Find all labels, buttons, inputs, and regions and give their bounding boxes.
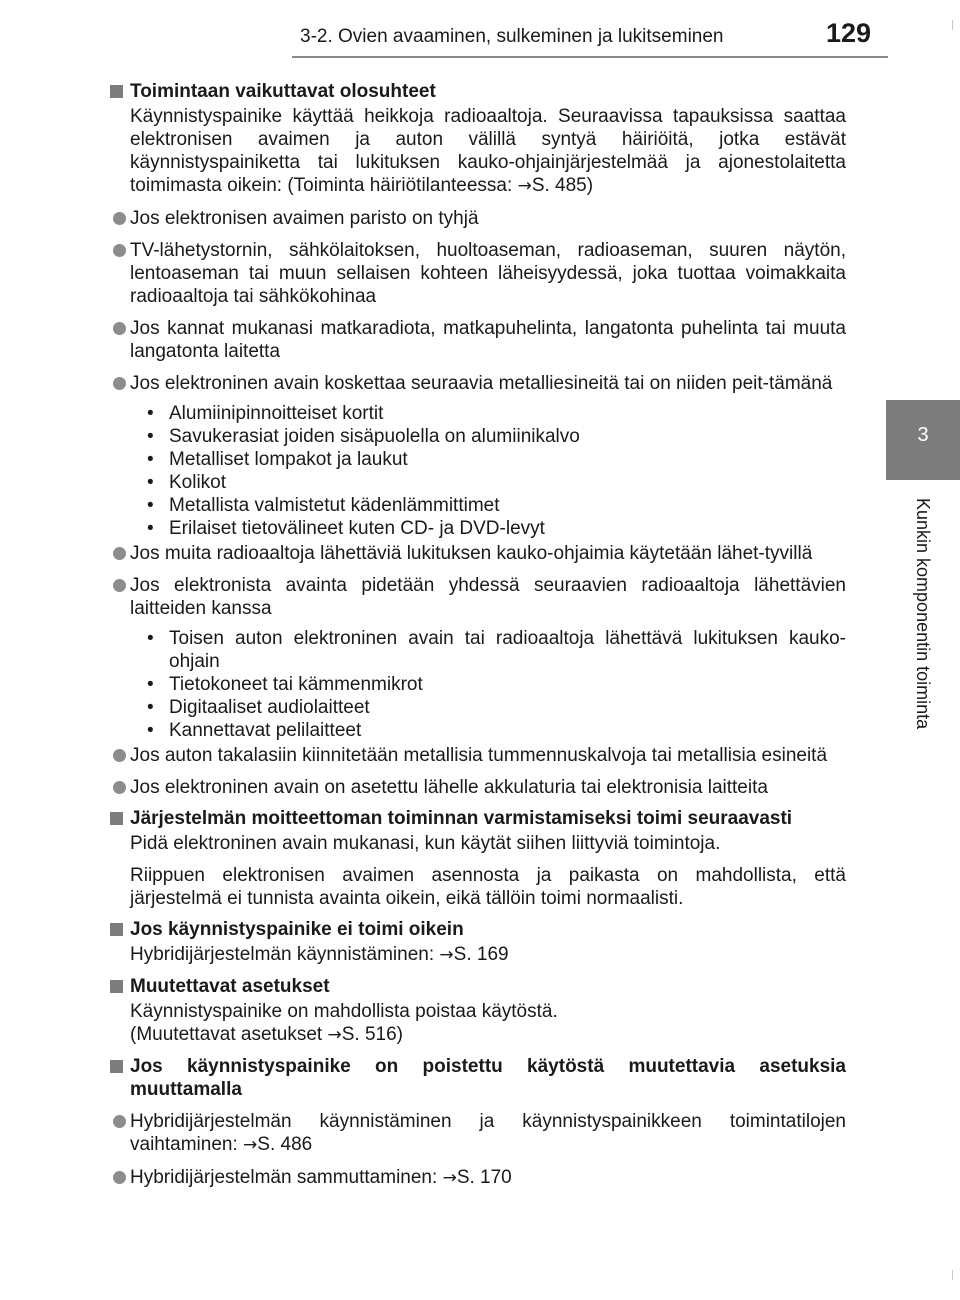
list-item — [110, 744, 846, 767]
list-item-text: Jos muita radioaaltoja lähettäviä lukituksen kauko-ohjaimia käytetään lähet-tyvillä — [130, 543, 813, 564]
paragraph: Riippuen elektronisen avaimen asennosta ja paikasta on mahdollista, että järjestelmä ei tunnista avainta oikein, eikä tällöin toimi normaalisti. — [130, 865, 846, 909]
paragraph: Pidä elektroninen avain mukanasi, kun käytät siihen liittyviä toimintoja. — [130, 833, 721, 854]
crop-mark — [952, 20, 953, 30]
paragraph-text: Käynnistyspainike on mahdollista poistaa käytöstä. — [130, 1001, 558, 1022]
list-item-text: Jos elektronista avainta pidetään yhdessä seuraavien radioaaltoja lähettävien laitteiden kanssa — [130, 575, 846, 619]
list-item — [110, 1110, 846, 1157]
sub-list-item: • Kannettavat pelilaitteet — [147, 719, 846, 742]
paragraph-text: (Muutettavat asetukset — [130, 1024, 328, 1045]
square-bullet-icon — [110, 923, 123, 936]
section-heading — [110, 975, 846, 998]
circle-bullet-icon — [113, 244, 126, 257]
crop-mark — [952, 1270, 953, 1280]
section-heading — [110, 807, 846, 830]
chapter-label: Kunkin komponentin toiminta — [913, 498, 933, 730]
circle-bullet-icon — [113, 547, 126, 560]
heading-text: Jos käynnistyspainike on poistettu käytöstä muutettavia asetuksia muuttamalla — [130, 1056, 846, 1100]
paragraph — [110, 1000, 846, 1047]
sub-list-item: • Savukerasiat joiden sisäpuolella on alumiinikalvo — [147, 425, 846, 448]
list-item-text: Jos kannat mukanasi matkaradiota, matkapuhelinta, langatonta puhelinta tai muuta langatonta laitetta — [130, 318, 846, 362]
list-item — [110, 1166, 846, 1190]
circle-bullet-icon — [113, 579, 126, 592]
circle-bullet-icon — [113, 781, 126, 794]
chapter-label-container — [886, 480, 960, 860]
list-item-text: TV-lähetystornin, sähkölaitoksen, huoltoaseman, radioaseman, suuren näytön, lentoaseman tai muun sellaisen kohteen läheisyydessä, joka tuottaa voimakkaita radioaaltoja tai sähkökohinaa — [130, 240, 846, 307]
paragraph-text: Hybridijärjestelmän käynnistäminen: — [130, 944, 440, 965]
page-reference: S. 486 — [257, 1134, 313, 1155]
square-bullet-icon — [110, 812, 123, 825]
page-reference: S. 516) — [341, 1024, 404, 1045]
list-item — [110, 207, 846, 230]
sub-list — [110, 402, 846, 540]
page-reference: S. 169 — [453, 944, 509, 965]
section-heading — [110, 918, 846, 941]
list-item-text: Hybridijärjestelmän sammuttaminen: — [130, 1167, 443, 1188]
sub-list-item: • Kolikot — [147, 471, 846, 494]
circle-bullet-icon — [113, 1115, 126, 1128]
heading-text: Jos käynnistyspainike ei toimi oikein — [130, 919, 464, 940]
circle-bullet-icon — [113, 377, 126, 390]
page-reference: S. 170 — [456, 1167, 512, 1188]
list-item — [110, 372, 846, 395]
heading-text: Toimintaan vaikuttavat olosuhteet — [130, 81, 436, 102]
sub-list-item: • Alumiinipinnoitteiset kortit — [147, 402, 846, 425]
list-item — [110, 776, 846, 799]
section-heading — [110, 80, 846, 103]
paragraph — [110, 943, 846, 967]
chapter-tab — [886, 400, 960, 480]
header-divider — [292, 56, 888, 58]
circle-bullet-icon — [113, 1171, 126, 1184]
list-item-text: Jos auton takalasiin kiinnitetään metallisia tummennuskalvoja tai metallisia esineitä — [130, 745, 828, 766]
list-item — [110, 542, 846, 565]
heading-text: Järjestelmän moitteettoman toiminnan varmistamiseksi toimi seuraavasti — [130, 808, 793, 829]
circle-bullet-icon — [113, 749, 126, 762]
page-content — [110, 72, 846, 1190]
reference-arrow-icon: → — [439, 945, 454, 965]
sub-list-item: • Tietokoneet tai kämmenmikrot — [147, 673, 846, 696]
list-item-text: Jos elektroninen avain koskettaa seuraavia metalliesineitä tai on niiden peit-tämänä — [130, 373, 833, 394]
list-item-text: Hybridijärjestelmän käynnistäminen ja käynnistyspainikkeen toimintatilojen vaihtaminen: — [130, 1111, 846, 1155]
chapter-number: 3 — [917, 424, 929, 446]
section-header-title: 3-2. Ovien avaaminen, sulkeminen ja lukitseminen — [300, 26, 724, 47]
square-bullet-icon — [110, 85, 123, 98]
circle-bullet-icon — [113, 322, 126, 335]
list-item — [110, 239, 846, 308]
page-number: 129 — [826, 18, 872, 48]
square-bullet-icon — [110, 980, 123, 993]
paragraph-line — [130, 1023, 846, 1047]
list-item — [110, 317, 846, 363]
page-reference: S. 485) — [531, 175, 594, 196]
reference-arrow-icon: → — [517, 176, 532, 196]
sub-list-item: • Metallista valmistetut kädenlämmittimet — [147, 494, 846, 517]
reference-arrow-icon: → — [327, 1025, 342, 1045]
reference-arrow-icon: → — [243, 1135, 258, 1155]
section-heading — [110, 1055, 846, 1101]
paragraph — [110, 105, 846, 198]
sub-list-item: • Metalliset lompakot ja laukut — [147, 448, 846, 471]
square-bullet-icon — [110, 1060, 123, 1073]
sub-list-item: • Digitaaliset audiolaitteet — [147, 696, 846, 719]
sub-list-item: • Erilaiset tietovälineet kuten CD- ja DVD-levyt — [147, 517, 846, 540]
list-item-text: Jos elektronisen avaimen paristo on tyhjä — [130, 208, 479, 229]
circle-bullet-icon — [113, 212, 126, 225]
sub-list-item: • Toisen auton elektroninen avain tai radioaaltoja lähettävä lukituksen kauko-ohjain — [147, 627, 846, 673]
paragraph-text: Käynnistyspainike käyttää heikkoja radioaaltoja. Seuraavissa tapauksissa saattaa elektronisen avaimen ja auton välillä syntyä häiriöitä, jotka estävät käynnistyspainiketta tai lukituksen kauko-ohjainjärjestelmää ja ajonestolaitetta toimimasta oikein: (Toiminta häiriötilanteessa: — [130, 106, 846, 196]
sub-list — [110, 627, 846, 742]
reference-arrow-icon: → — [442, 1168, 457, 1188]
list-item-text: Jos elektroninen avain on asetettu lähelle akkulaturia tai elektronisia laitteita — [130, 777, 768, 798]
heading-text: Muutettavat asetukset — [130, 976, 330, 997]
list-item — [110, 574, 846, 620]
